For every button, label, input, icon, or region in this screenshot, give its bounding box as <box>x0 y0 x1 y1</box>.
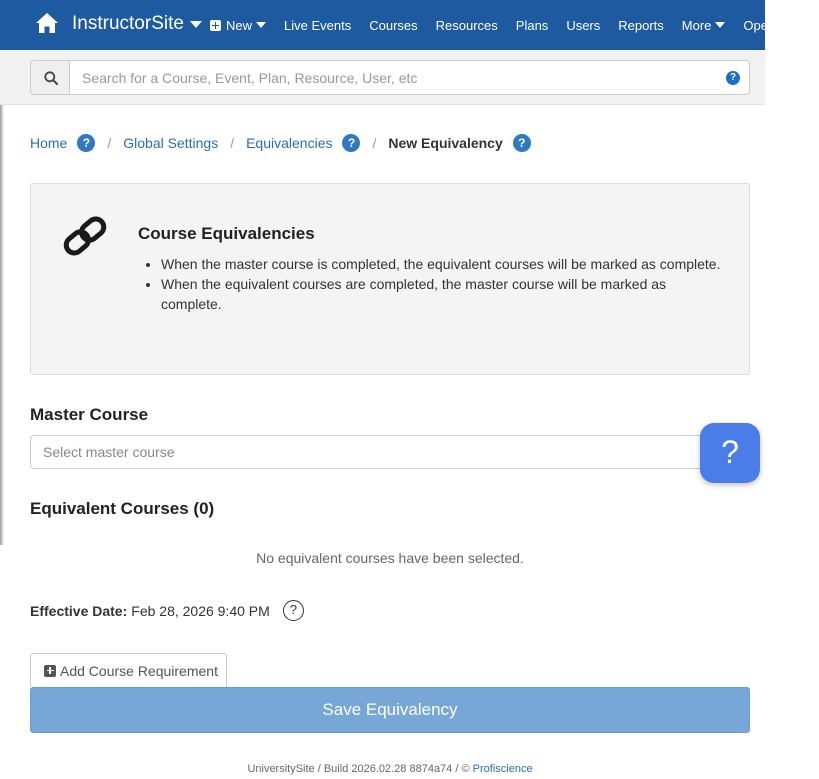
nav-new-label: New <box>226 17 253 33</box>
question-circle-icon[interactable]: ? <box>283 600 304 621</box>
breadcrumb-current: New Equivalency <box>388 135 503 151</box>
add-course-requirement-label: Add Course Requirement <box>60 662 218 679</box>
nav-menu <box>210 0 819 50</box>
nav-courses[interactable]: Courses <box>369 17 418 33</box>
effective-date-value[interactable]: Feb 28, 2026 9:40 PM <box>131 602 270 619</box>
breadcrumb-separator: / <box>107 135 112 151</box>
search-help-icon[interactable]: ? <box>726 71 740 85</box>
brand-menu[interactable] <box>72 13 202 35</box>
breadcrumb-equivalencies[interactable]: Equivalencies <box>246 135 333 151</box>
panel-bullet-list <box>161 254 721 314</box>
link-icon <box>59 214 111 258</box>
help-widget-button[interactable]: ? <box>700 423 760 483</box>
chevron-down-icon <box>190 21 202 28</box>
chevron-down-icon <box>256 22 266 28</box>
nav-openclaw[interactable]: Openclaw <box>743 17 802 33</box>
save-equivalency-button[interactable]: Save Equivalency <box>30 687 750 733</box>
plus-square-icon <box>44 665 56 677</box>
list-item: • When the equivalent courses are completed, the master course will be marked as complete. <box>161 274 721 314</box>
left-edge-shadow <box>0 105 4 545</box>
search-button[interactable] <box>30 60 70 95</box>
nav-live-events[interactable]: Live Events <box>284 17 352 33</box>
nav-users[interactable]: Users <box>566 17 601 33</box>
breadcrumb-home[interactable]: Home <box>30 135 68 151</box>
effective-date-label: Effective Date: <box>30 602 128 619</box>
home-icon[interactable] <box>35 12 59 34</box>
footer-text: UniversitySite / Build 2026.02.28 8874a74 / © <box>247 763 473 775</box>
help-icon[interactable]: ? <box>77 134 95 152</box>
effective-date-row <box>30 600 304 621</box>
help-icon[interactable]: ? <box>342 134 360 152</box>
chevron-down-icon <box>715 22 725 28</box>
list-item: • When the master course is completed, the equivalent courses will be marked as complete. <box>161 254 721 274</box>
help-icon[interactable]: ? <box>513 134 531 152</box>
footer <box>0 763 780 775</box>
nav-reports[interactable]: Reports <box>618 17 664 33</box>
search-bar <box>0 50 765 105</box>
nav-more-label: More <box>681 17 712 33</box>
nav-new[interactable] <box>210 18 266 33</box>
nav-resources[interactable]: Resources <box>435 17 498 33</box>
empty-state-message: No equivalent courses have been selected. <box>256 550 524 566</box>
equivalent-courses-heading: Equivalent Courses (0) <box>30 499 215 518</box>
footer-link[interactable]: Profiscience <box>472 763 533 775</box>
breadcrumb-global-settings[interactable]: Global Settings <box>123 135 219 151</box>
nav-more[interactable] <box>682 18 726 33</box>
master-course-select[interactable]: Select master course <box>30 435 750 469</box>
breadcrumb-separator: / <box>230 135 235 151</box>
info-panel <box>30 183 750 375</box>
plus-square-icon <box>210 20 221 31</box>
breadcrumb <box>30 134 531 152</box>
search-icon <box>44 71 58 85</box>
top-navbar <box>0 0 802 50</box>
add-course-requirement-button[interactable] <box>30 653 227 687</box>
breadcrumb-separator: / <box>372 135 377 151</box>
nav-plans[interactable]: Plans <box>515 17 549 33</box>
search-input[interactable] <box>69 60 750 95</box>
master-course-heading: Master Course <box>30 405 149 424</box>
panel-title: Course Equivalencies <box>138 224 315 243</box>
brand-label: InstructorSite <box>72 13 184 34</box>
